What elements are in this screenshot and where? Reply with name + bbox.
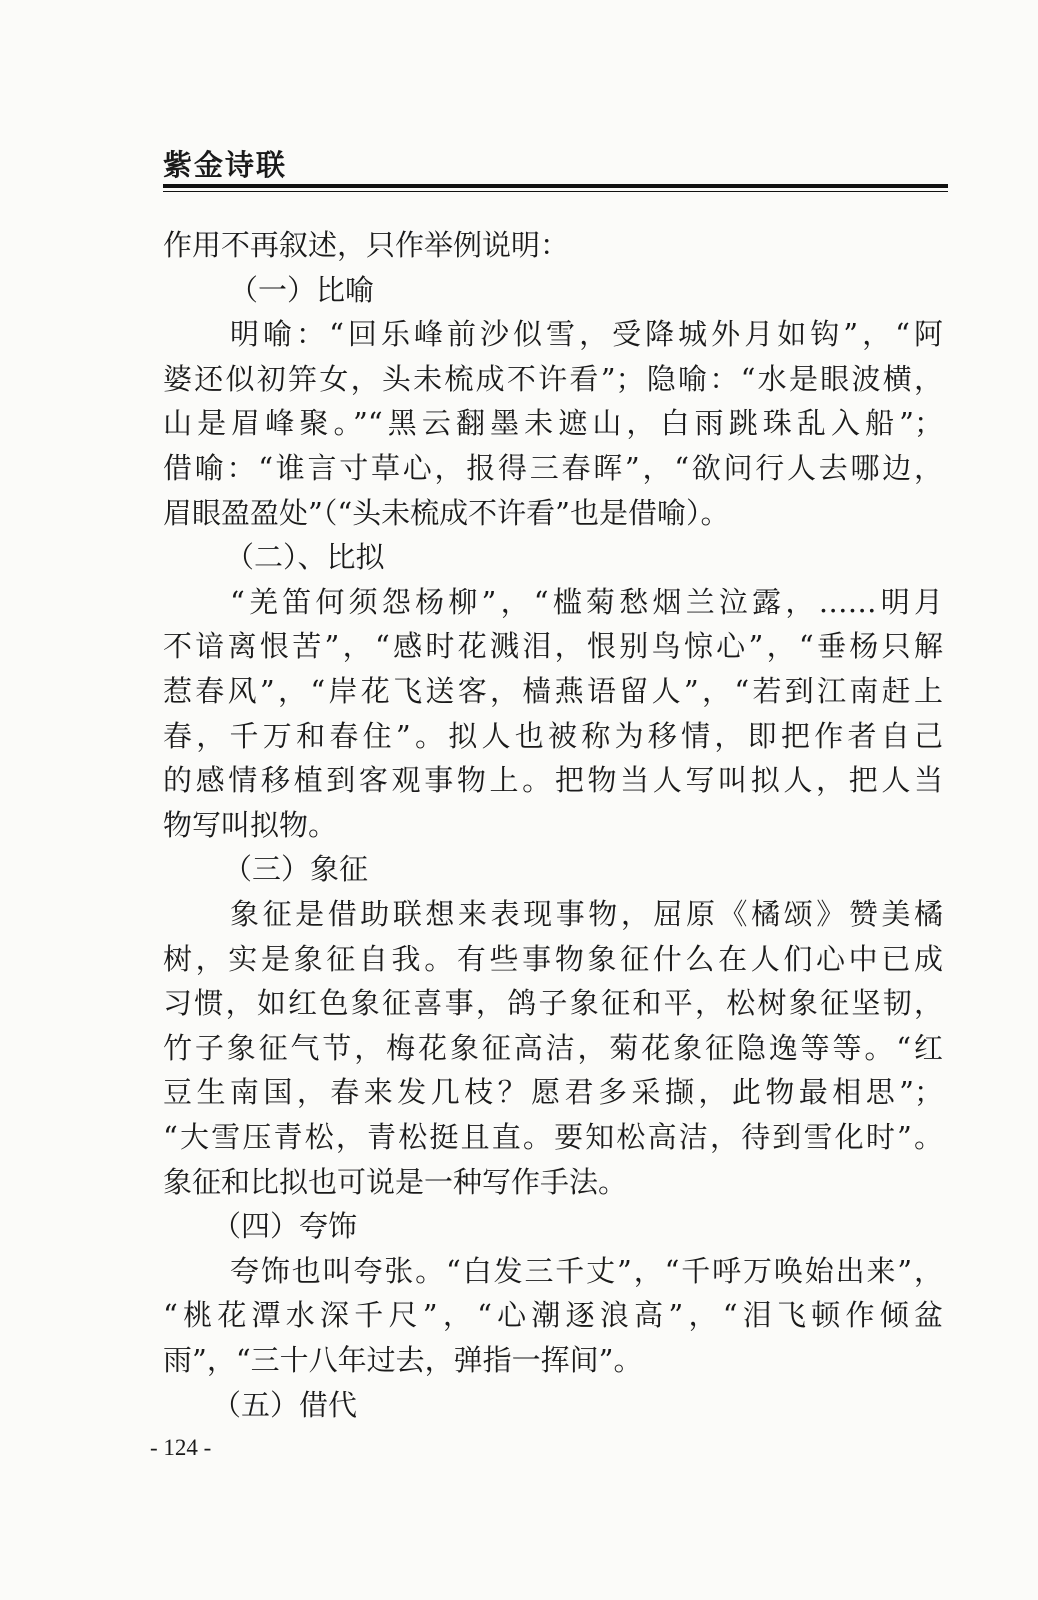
text-line: 习惯，如红色象征喜事，鸽子象征和平，松树象征坚韧， — [163, 986, 943, 1021]
text-line: 夸饰也叫夸张。“白发三千丈”，“千呼万唤始出来”， — [230, 1253, 943, 1288]
running-header-title: 紫金诗联 — [163, 148, 288, 182]
text-line: 惹春风”，“岸花飞送客，樯燕语留人”，“若到江南赶上 — [163, 674, 943, 708]
text-line: 物写叫拟物。 — [163, 807, 338, 842]
text-line: 竹子象征气节，梅花象征高洁，菊花象征隐逸等等。“红 — [163, 1030, 943, 1065]
section-heading-metaphor: （一）比喻 — [229, 272, 375, 307]
text-line: 树，实是象征自我。有些事物象征什么在人们心中已成 — [163, 941, 943, 976]
text-line: 的感情移植到客观事物上。把物当人写叫拟人，把人当 — [163, 763, 943, 798]
section-heading-symbolism: （三）象征 — [223, 852, 369, 887]
text-line: 眉眼盈盈处”（“头未梳成不许看”也是借喻）。 — [163, 495, 730, 530]
text-line: 象征和比拟也可说是一种写作手法。 — [163, 1164, 628, 1199]
text-line: “桃花潭水深千尺”，“心潮逐浪高”，“泪飞顿作倾盆 — [163, 1298, 943, 1333]
text-line: 不谙离恨苦”，“感时花溅泪，恨别鸟惊心”，“垂杨只解 — [163, 629, 943, 664]
page-number: - 124 - — [150, 1435, 212, 1461]
text-line: “大雪压青松，青松挺且直。要知松高洁，待到雪化时”。 — [163, 1120, 943, 1154]
header-rule-thin — [163, 191, 948, 192]
text-line: 象征是借助联想来表现事物，屈原《橘颂》赞美橘 — [230, 897, 943, 931]
text-line: 作用不再叙述，只作举例说明： — [163, 228, 570, 262]
text-line: “羌笛何须怨杨柳”，“槛菊愁烟兰泣露，……明月 — [230, 584, 943, 619]
text-line: 婆还似初笄女，头未梳成不许看”；隐喻：“水是眼波横， — [163, 361, 943, 396]
text-line: 豆生南国，春来发几枝？愿君多采撷，此物最相思”； — [163, 1075, 943, 1110]
section-heading-personification: （二）、比拟 — [225, 540, 385, 575]
text-line: 山是眉峰聚。”“黑云翻墨未遮山，白雨跳珠乱入船”； — [163, 406, 943, 441]
text-line: 明喻：“回乐峰前沙似雪，受降城外月如钩”，“阿 — [230, 317, 943, 352]
section-heading-metonymy: （五）借代 — [212, 1387, 358, 1422]
text-line: 春，千万和春住”。拟人也被称为移情，即把作者自己 — [163, 718, 943, 753]
section-heading-hyperbole: （四）夸饰 — [212, 1209, 358, 1244]
text-line: 借喻：“谁言寸草心，报得三春晖”，“欲问行人去哪边， — [163, 451, 943, 485]
header-rule-thick — [163, 184, 948, 188]
text-line: 雨”，“三十八年过去，弹指一挥间”。 — [163, 1343, 643, 1377]
